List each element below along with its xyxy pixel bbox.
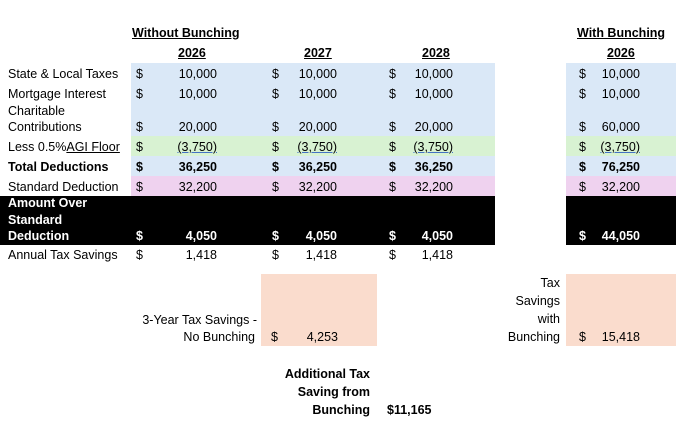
value-with-agi: (3,750): [600, 140, 640, 154]
value-with-mortgage: 10,000: [601, 87, 640, 101]
value-salt-2026: 10,000: [178, 67, 217, 81]
dollar-total-2028: $: [389, 160, 396, 174]
value-mortgage-2026: 10,000: [178, 87, 217, 101]
label-standard: Standard Deduction: [8, 180, 119, 194]
value-with-total: 76,250: [601, 160, 640, 174]
dollar-charitable-2027: $: [272, 120, 279, 134]
dollar-amount-over-2026: $: [136, 229, 143, 243]
three-year-dollar: $: [271, 330, 278, 344]
value-charitable-2028: 20,000: [414, 120, 453, 134]
label-agi: [8, 140, 120, 154]
dollar-charitable-2026: $: [136, 120, 143, 134]
dollar-annual-2028: $: [389, 248, 396, 262]
value-standard-2027: 32,200: [298, 180, 337, 194]
value-mortgage-2027: 10,000: [298, 87, 337, 101]
value-with-charitable: 60,000: [601, 120, 640, 134]
value-agi-2027: (3,750): [297, 140, 337, 154]
value-with-amount-over: 44,050: [601, 229, 640, 243]
value-agi-2026: (3,750): [177, 140, 217, 154]
with-savings-label-3: with: [537, 312, 560, 326]
value-amount-over-2027: 4,050: [305, 229, 337, 243]
dollar-agi-2028: $: [389, 140, 396, 154]
header-with-bunching: With Bunching: [577, 26, 666, 40]
dollar-mortgage-2028: $: [389, 87, 396, 101]
dollar-with-agi: $: [579, 140, 586, 154]
value-standard-2026: 32,200: [178, 180, 217, 194]
label-amount-over-1: Amount Over: [8, 196, 88, 210]
value-salt-2027: 10,000: [298, 67, 337, 81]
additional-label-2: Saving from: [297, 385, 370, 399]
value-total-2027: 36,250: [298, 160, 337, 174]
dollar-charitable-2028: $: [389, 120, 396, 134]
value-charitable-2026: 20,000: [178, 120, 217, 134]
value-with-salt: 10,000: [601, 67, 640, 81]
dollar-with-standard: $: [579, 180, 586, 194]
dollar-amount-over-2027: $: [272, 229, 279, 243]
label-agi-link: AGI Floor: [66, 140, 120, 154]
dollar-amount-over-2028: $: [389, 229, 396, 243]
dollar-salt-2026: $: [136, 67, 143, 81]
label-total: Total Deductions: [8, 160, 109, 174]
with-savings-label-4: Bunching: [507, 330, 560, 344]
label-charitable-2: Contributions: [8, 120, 82, 134]
with-savings-value: 15,418: [601, 330, 640, 344]
with-savings-label-1: Tax: [540, 276, 560, 290]
dollar-annual-2026: $: [136, 248, 143, 262]
dollar-mortgage-2027: $: [272, 87, 279, 101]
value-standard-2028: 32,200: [414, 180, 453, 194]
with-savings-label-2: Savings: [515, 294, 560, 308]
label-annual: Annual Tax Savings: [8, 248, 118, 262]
dollar-salt-2027: $: [272, 67, 279, 81]
three-year-label-2: No Bunching: [183, 330, 255, 344]
value-total-2026: 36,250: [178, 160, 217, 174]
dollar-standard-2028: $: [389, 180, 396, 194]
with-savings-dollar: $: [579, 330, 586, 344]
label-agi-prefix: Less 0.5%: [8, 140, 67, 154]
value-agi-2028: (3,750): [413, 140, 453, 154]
value-annual-2027: 1,418: [305, 248, 337, 262]
additional-value: $11,165: [387, 403, 432, 417]
label-mortgage: Mortgage Interest: [8, 87, 106, 101]
dollar-with-amount-over: $: [579, 229, 586, 243]
value-amount-over-2026: 4,050: [185, 229, 217, 243]
dollar-annual-2027: $: [272, 248, 279, 262]
value-with-standard: 32,200: [601, 180, 640, 194]
dollar-salt-2028: $: [389, 67, 396, 81]
value-amount-over-2028: 4,050: [421, 229, 453, 243]
header-without-bunching: Without Bunching: [132, 26, 240, 40]
dollar-mortgage-2026: $: [136, 87, 143, 101]
header-year-2026: 2026: [178, 46, 206, 60]
value-salt-2028: 10,000: [414, 67, 453, 81]
dollar-agi-2026: $: [136, 140, 143, 154]
label-charitable-1: Charitable: [8, 104, 65, 118]
dollar-with-charitable: $: [579, 120, 586, 134]
header-year-2027: 2027: [304, 46, 332, 60]
value-annual-2028: 1,418: [421, 248, 453, 262]
label-amount-over-3: Deduction: [8, 229, 70, 243]
value-total-2028: 36,250: [414, 160, 453, 174]
dollar-with-total: $: [579, 160, 586, 174]
dollar-total-2026: $: [136, 160, 143, 174]
additional-label-3: Bunching: [312, 403, 370, 417]
dollar-with-salt: $: [579, 67, 586, 81]
label-salt: State & Local Taxes: [8, 67, 119, 81]
header-year-2028: 2028: [422, 46, 450, 60]
three-year-label-1: 3-Year Tax Savings -: [142, 313, 257, 327]
label-amount-over-2: Standard: [8, 213, 63, 227]
value-mortgage-2028: 10,000: [414, 87, 453, 101]
value-annual-2026: 1,418: [185, 248, 217, 262]
dollar-standard-2027: $: [272, 180, 279, 194]
additional-label-1: Additional Tax: [284, 367, 370, 381]
dollar-agi-2027: $: [272, 140, 279, 154]
value-charitable-2027: 20,000: [298, 120, 337, 134]
three-year-value: 4,253: [306, 330, 338, 344]
dollar-total-2027: $: [272, 160, 279, 174]
dollar-with-mortgage: $: [579, 87, 586, 101]
dollar-standard-2026: $: [136, 180, 143, 194]
header-with-year-2026: 2026: [607, 46, 635, 60]
